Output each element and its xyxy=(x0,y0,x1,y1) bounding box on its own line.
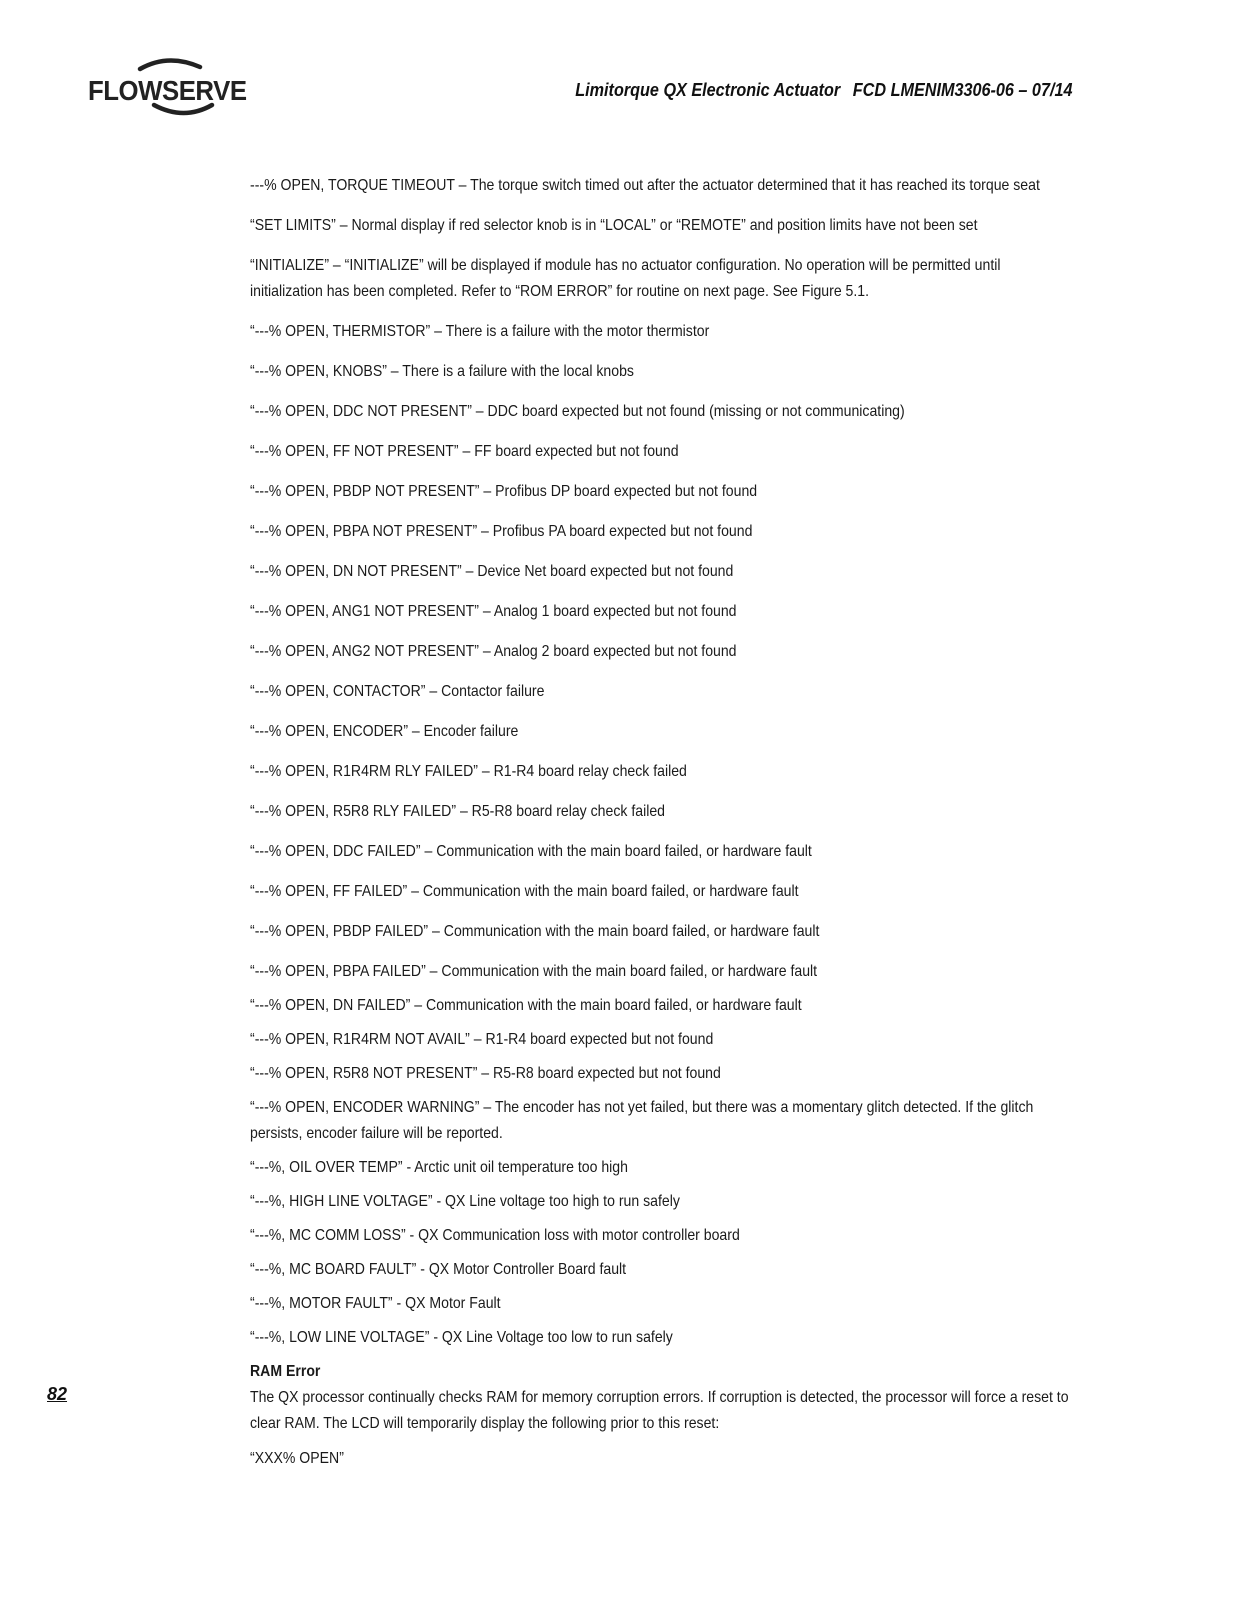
list-item: “---% OPEN, PBPA NOT PRESENT” – Profibus PA board expected but not found xyxy=(250,523,753,540)
document-header xyxy=(575,80,1072,101)
list-item: “---% OPEN, CONTACTOR” – Contactor failure xyxy=(250,683,545,700)
list-item: “---% OPEN, DDC FAILED” – Communication with the main board failed, or hardware fault xyxy=(250,843,812,860)
list-item: “---% OPEN, R5R8 RLY FAILED” – R5-R8 board relay check failed xyxy=(250,803,665,820)
list-item: “---% OPEN, ENCODER” – Encoder failure xyxy=(250,723,519,740)
header-document-code: FCD LMENIM3306-06 – 07/14 xyxy=(852,80,1072,100)
list-item: “---%, OIL OVER TEMP” - Arctic unit oil temperature too high xyxy=(250,1159,628,1176)
list-item: “---%, LOW LINE VOLTAGE” - QX Line Voltage too low to run safely xyxy=(250,1329,673,1346)
flowserve-logo xyxy=(88,55,268,123)
list-item: “---%, MC COMM LOSS” - QX Communication loss with motor controller board xyxy=(250,1227,740,1244)
main-content xyxy=(250,173,1080,1472)
list-item: “SET LIMITS” – Normal display if red selector knob is in “LOCAL” or “REMOTE” and position limits have not been set xyxy=(250,217,978,234)
list-item: “---% OPEN, ANG2 NOT PRESENT” – Analog 2 board expected but not found xyxy=(250,643,737,660)
logo-wordmark: FLOWSERVE xyxy=(88,75,247,106)
list-item: “---% OPEN, KNOBS” – There is a failure with the local knobs xyxy=(250,363,634,380)
list-item: “---% OPEN, DDC NOT PRESENT” – DDC board expected but not found (missing or not communicating) xyxy=(250,403,905,420)
ram-error-display-text: “XXX% OPEN” xyxy=(250,1450,344,1467)
list-item: “---% OPEN, FF FAILED” – Communication with the main board failed, or hardware fault xyxy=(250,883,799,900)
list-item: “---% OPEN, FF NOT PRESENT” – FF board expected but not found xyxy=(250,443,679,460)
list-item: “---%, MOTOR FAULT” - QX Motor Fault xyxy=(250,1295,501,1312)
section-heading-ram-error: RAM Error xyxy=(250,1363,321,1380)
list-item: “---%, MC BOARD FAULT” - QX Motor Controller Board fault xyxy=(250,1261,627,1278)
list-item: ---% OPEN, TORQUE TIMEOUT – The torque switch timed out after the actuator determined that it has reached its torque seat xyxy=(250,177,1040,194)
list-item: “---% OPEN, PBPA FAILED” – Communication with the main board failed, or hardware fault xyxy=(250,963,818,980)
list-item: “---%, HIGH LINE VOLTAGE” - QX Line voltage too high to run safely xyxy=(250,1193,680,1210)
list-item: “---% OPEN, PBDP FAILED” – Communication with the main board failed, or hardware fault xyxy=(250,923,820,940)
list-item: “---% OPEN, DN FAILED” – Communication with the main board failed, or hardware fault xyxy=(250,997,802,1014)
list-item: “---% OPEN, PBDP NOT PRESENT” – Profibus DP board expected but not found xyxy=(250,483,758,500)
ram-error-description: The QX processor continually checks RAM for memory corruption errors. If corruption is detected, the processor will force a reset to clear RAM. The LCD will temporarily display the following prior to this reset: xyxy=(250,1389,1069,1432)
page-number: 82 xyxy=(47,1384,68,1404)
list-item: “INITIALIZE” – “INITIALIZE” will be displayed if module has no actuator configuration. No operation will be permitted until initialization has been completed. Refer to “ROM ERROR” for routine on next page. See Figure 5.1. xyxy=(250,257,1001,300)
list-item: “---% OPEN, R1R4RM RLY FAILED” – R1-R4 board relay check failed xyxy=(250,763,687,780)
list-item: “---% OPEN, ENCODER WARNING” – The encoder has not yet failed, but there was a momentary glitch detected. If the glitch persists, encoder failure will be reported. xyxy=(250,1099,1034,1142)
list-item: “---% OPEN, R5R8 NOT PRESENT” – R5-R8 board expected but not found xyxy=(250,1065,721,1082)
list-item: “---% OPEN, THERMISTOR” – There is a failure with the motor thermistor xyxy=(250,323,710,340)
header-product-title: Limitorque QX Electronic Actuator xyxy=(574,80,840,100)
list-item: “---% OPEN, DN NOT PRESENT” – Device Net board expected but not found xyxy=(250,563,734,580)
list-item: “---% OPEN, R1R4RM NOT AVAIL” – R1-R4 board expected but not found xyxy=(250,1031,714,1048)
list-item: “---% OPEN, ANG1 NOT PRESENT” – Analog 1 board expected but not found xyxy=(250,603,737,620)
